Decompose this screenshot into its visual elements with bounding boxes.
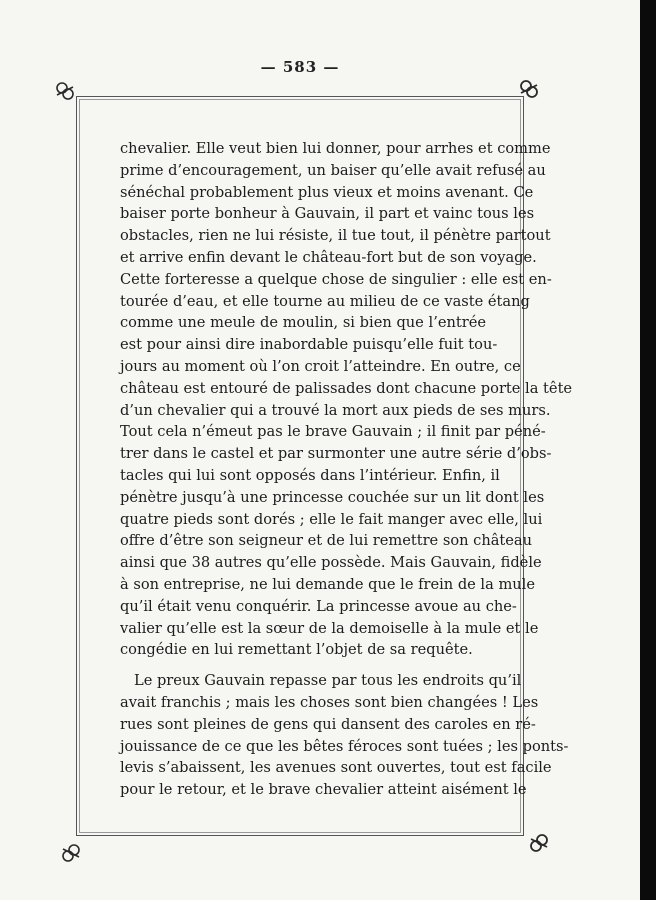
- text-line: qu’il était venu conquérir. La princesse avoue au che-: [120, 597, 517, 615]
- text-line: jours au moment où l’on croit l’atteindre. En outre, ce: [120, 357, 521, 375]
- scan-edge: [640, 0, 656, 900]
- text-line: sénéchal probablement plus vieux et moins avenant. Ce: [120, 183, 534, 201]
- text-line: château est entouré de palissades dont chacune porte la tête: [120, 379, 573, 397]
- floral-knot-icon: [518, 78, 540, 100]
- text-line: Cette forteresse a quelque chose de singulier : elle est en-: [120, 270, 552, 288]
- text-line: jouissance de ce que les bêtes féroces sont tuées ; les ponts-: [120, 737, 569, 755]
- text-line: valier qu’elle est la sœur de la demoiselle à la mule et le: [120, 619, 539, 637]
- text-line: obstacles, rien ne lui résiste, il tue tout, il pénètre partout: [120, 227, 551, 245]
- text-line: ainsi que 38 autres qu’elle possède. Mais Gauvain, fidèle: [120, 554, 542, 572]
- text-line: trer dans le castel et par surmonter une autre série d’obs-: [120, 445, 552, 463]
- text-line: comme une meule de moulin, si bien que l’entrée: [120, 314, 486, 332]
- floral-knot-icon: [528, 832, 550, 854]
- text-line: levis s’abaissent, les avenues sont ouvertes, tout est facile: [120, 759, 552, 777]
- floral-knot-icon: [60, 842, 82, 864]
- text-line: et arrive enfin devant le château-fort but de son voyage.: [120, 248, 537, 266]
- text-line: à son entreprise, ne lui demande que le frein de la mule: [120, 575, 535, 593]
- text-line: chevalier. Elle veut bien lui donner, pour arrhes et comme: [120, 140, 551, 157]
- text-line: avait franchis ; mais les choses sont bien changées ! Les: [120, 693, 539, 711]
- text-line: congédie en lui remettant l’objet de sa requête.: [120, 641, 473, 659]
- paragraph-gap: [120, 661, 486, 670]
- text-line: Le preux Gauvain repasse par tous les endroits qu’il: [134, 672, 522, 690]
- text-line: Tout cela n’émeut pas le brave Gauvain ; il finit par péné-: [120, 423, 546, 441]
- text-line: tourée d’eau, et elle tourne au milieu de ce vaste étang: [120, 292, 530, 310]
- paragraph-2: [120, 670, 569, 801]
- floral-knot-icon: [54, 80, 76, 102]
- text-line: tacles qui lui sont opposés dans l’intérieur. Enfin, il: [120, 466, 500, 484]
- text-line: pénètre jusqu’à une princesse couchée sur un lit dont les: [120, 488, 545, 506]
- text-line: quatre pieds sont dorés ; elle le fait manger avec elle, lui: [120, 510, 543, 528]
- text-line: pour le retour, et le brave chevalier atteint aisément le: [120, 781, 527, 799]
- body-text: [120, 138, 573, 801]
- text-line: offre d’être son seigneur et de lui remettre son château: [120, 532, 533, 550]
- text-line: d’un chevalier qui a trouvé la mort aux pieds de ses murs.: [120, 401, 551, 419]
- text-line: rues sont pleines de gens qui dansent des caroles en ré-: [120, 715, 536, 733]
- paragraph-1: [120, 138, 573, 661]
- text-line: est pour ainsi dire inabordable puisqu’elle fuit tou-: [120, 336, 498, 354]
- text-line: baiser porte bonheur à Gauvain, il part et vainc tous les: [120, 205, 535, 223]
- text-line: prime d’encouragement, un baiser qu’elle avait refusé au: [120, 161, 546, 179]
- page-number: — 583 —: [260, 58, 340, 76]
